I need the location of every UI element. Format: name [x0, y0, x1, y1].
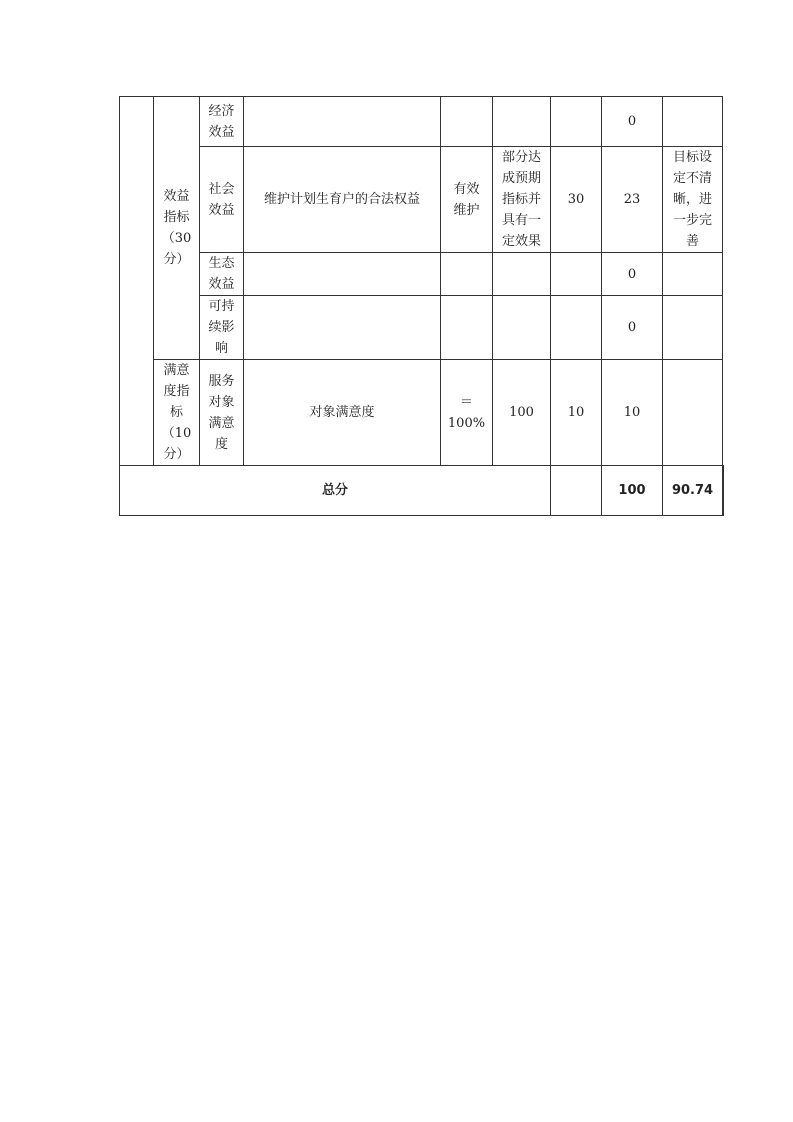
- weight-cell: [551, 253, 602, 296]
- note-cell: 目标设 定不清 晰，进 一步完 善: [663, 147, 723, 253]
- target-value-cell: [441, 97, 493, 147]
- table-row: [120, 296, 724, 360]
- performance-evaluation-table: [119, 96, 724, 516]
- actual-value-cell: [493, 97, 551, 147]
- actual-value-cell: 部分达 成预期 指标并 具有一 定效果: [493, 147, 551, 253]
- total-note-cell: [723, 466, 724, 516]
- total-row: [120, 466, 724, 516]
- total-label: 总分: [120, 466, 551, 516]
- note-cell: [663, 253, 723, 296]
- score-cell: 0: [602, 296, 663, 360]
- target-value-cell: 有效 维护: [441, 147, 493, 253]
- tertiary-indicator-cell: 维护计划生育户的合法权益: [244, 147, 441, 253]
- score-cell: 23: [602, 147, 663, 253]
- target-value-cell: [441, 296, 493, 360]
- score-cell: 10: [602, 360, 663, 466]
- tertiary-indicator-cell: [244, 253, 441, 296]
- table-row: [120, 360, 724, 466]
- note-cell: [663, 97, 723, 147]
- actual-value-cell: [493, 296, 551, 360]
- weight-cell: [551, 296, 602, 360]
- target-value-cell: ＝ 100%: [441, 360, 493, 466]
- weight-cell: [551, 97, 602, 147]
- total-actual-cell: [551, 466, 602, 516]
- satisfaction-indicator-cell: 满意 度指 标 （10 分）: [154, 360, 200, 466]
- actual-value-cell: 100: [493, 360, 551, 466]
- tertiary-indicator-cell: [244, 296, 441, 360]
- target-value-cell: [441, 253, 493, 296]
- weight-cell: 10: [551, 360, 602, 466]
- note-cell: [663, 296, 723, 360]
- note-cell: [663, 360, 723, 466]
- secondary-indicator-cell: 可持 续影 响: [200, 296, 244, 360]
- total-score-cell: 90.74: [663, 466, 723, 516]
- total-weight-cell: 100: [602, 466, 663, 516]
- secondary-indicator-cell: 社会 效益: [200, 147, 244, 253]
- secondary-indicator-cell: 生态 效益: [200, 253, 244, 296]
- secondary-indicator-cell: 经济 效益: [200, 97, 244, 147]
- tertiary-indicator-cell: [244, 97, 441, 147]
- table-row: [120, 253, 724, 296]
- level1-indicator-cell: [120, 97, 154, 466]
- table-row: [120, 97, 724, 147]
- table-row: [120, 147, 724, 253]
- actual-value-cell: [493, 253, 551, 296]
- benefit-indicator-cell: 效益 指标 （30 分）: [154, 97, 200, 360]
- weight-cell: 30: [551, 147, 602, 253]
- score-cell: 0: [602, 97, 663, 147]
- score-cell: 0: [602, 253, 663, 296]
- secondary-indicator-cell: 服务 对象 满意 度: [200, 360, 244, 466]
- tertiary-indicator-cell: 对象满意度: [244, 360, 441, 466]
